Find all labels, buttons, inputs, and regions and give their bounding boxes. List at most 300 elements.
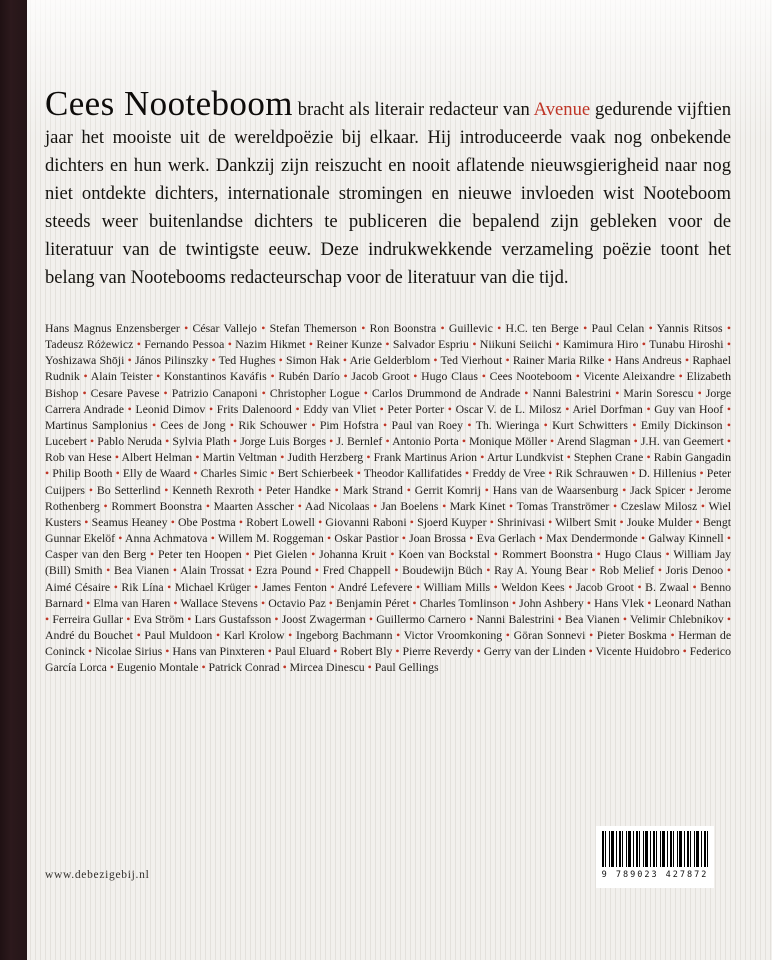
bullet-separator: • — [169, 563, 181, 578]
bullet-separator: • — [638, 337, 650, 352]
poet-name: Fernando Pessoa — [144, 337, 225, 352]
bullet-separator: • — [45, 611, 53, 626]
bullet-separator: • — [628, 466, 639, 481]
poet-name: Artur Lundkvist — [486, 450, 564, 465]
bullet-separator: • — [444, 401, 456, 416]
bullet-separator: • — [539, 417, 553, 432]
bullet-separator: • — [256, 321, 270, 335]
poet-name: Gerry van der Linden — [483, 644, 586, 659]
poet-name: Rubén Darío — [278, 369, 340, 384]
bullet-separator: • — [159, 385, 172, 400]
poet-name: Bert Schierbeek — [277, 466, 354, 481]
poet-name: Eugenio Montale — [116, 660, 199, 675]
author-name: Cees Nooteboom — [45, 84, 293, 123]
poet-name: Hugo Claus — [421, 369, 478, 384]
poet-name: Martin Veltman — [202, 450, 278, 465]
bullet-separator: • — [390, 563, 403, 578]
poet-name: Bengt Gunnar Ekelöf — [45, 514, 732, 546]
poet-name: Aimé Césaire — [45, 579, 111, 594]
poet-name: Anna Achmatova — [124, 531, 208, 546]
poet-name: Robert Lowell — [246, 514, 315, 529]
poet-name: Patrick Conrad — [208, 660, 280, 675]
bullet-separator: • — [78, 385, 91, 400]
bullet-separator: • — [364, 660, 375, 675]
poet-name: Charles Tomlinson — [419, 595, 509, 610]
poet-name: Niikuni Seiichi — [479, 337, 553, 352]
poet-name: Charles Simic — [200, 466, 268, 481]
bullet-separator: • — [291, 401, 304, 416]
bullet-separator: • — [111, 450, 122, 465]
bullet-separator: • — [326, 579, 338, 594]
poet-name: Wallace Stevens — [180, 595, 258, 610]
poet-name: Eva Gerlach — [476, 531, 536, 546]
bullet-separator: • — [611, 385, 624, 400]
poet-name: Obe Postma — [178, 514, 236, 529]
poet-name: Jan Boelens — [380, 498, 439, 513]
bullet-separator: • — [279, 660, 290, 675]
bullet-separator: • — [339, 369, 352, 384]
poet-name: Ariel Dorfman — [572, 401, 643, 416]
bullet-separator: • — [412, 579, 424, 594]
poet-name: Vicente Huidobro — [595, 644, 680, 659]
poet-name: Max Dendermonde — [546, 531, 638, 546]
poet-name: Leonid Dimov — [135, 401, 206, 416]
bullet-separator: • — [257, 595, 269, 610]
bullet-separator: • — [307, 417, 320, 432]
bullet-separator: • — [241, 547, 254, 562]
poet-name: Weldon Kees — [501, 579, 565, 594]
bullet-separator: • — [86, 434, 98, 449]
poet-name: Karl Krolow — [223, 627, 285, 642]
poet-name: Rob Melief — [599, 563, 655, 578]
poet-name: Paul Eluard — [274, 644, 331, 659]
poet-name: Kurt Schwitters — [552, 417, 628, 432]
bullet-separator: • — [619, 611, 631, 626]
bullet-separator: • — [643, 450, 654, 465]
bullet-separator: • — [83, 595, 94, 610]
bullet-separator: • — [722, 321, 732, 335]
poet-name: Jacob Groot — [351, 369, 410, 384]
bullet-separator: • — [314, 514, 326, 529]
bullet-separator: • — [473, 644, 484, 659]
poet-name: André Lefevere — [337, 579, 413, 594]
poet-name: William Mills — [423, 579, 491, 594]
bullet-separator: • — [378, 417, 392, 432]
bullet-separator: • — [124, 401, 136, 416]
bullet-separator: • — [502, 353, 513, 368]
bullet-separator: • — [666, 627, 679, 642]
bullet-separator: • — [685, 482, 697, 497]
poet-name: Christopher Logue — [269, 385, 360, 400]
bullet-separator: • — [224, 337, 236, 352]
bullet-separator: • — [382, 434, 393, 449]
bullet-separator: • — [207, 531, 218, 546]
bullet-separator: • — [466, 531, 477, 546]
poet-name: Mircea Dinescu — [289, 660, 365, 675]
bullet-separator: • — [564, 579, 576, 594]
bullet-separator: • — [723, 434, 731, 449]
bullet-separator: • — [115, 531, 125, 546]
bullet-separator: • — [79, 369, 91, 384]
poet-name: Oskar Pastior — [334, 531, 399, 546]
poet-name: Peter Handke — [265, 482, 331, 497]
bullet-separator: • — [112, 466, 123, 481]
poet-name: Rik Schouwer — [238, 417, 307, 432]
bullet-separator: • — [254, 482, 266, 497]
poet-name: Jouke Mulder — [626, 514, 693, 529]
bullet-separator: • — [592, 547, 605, 562]
poet-name: Joost Zwagerman — [281, 611, 366, 626]
poet-name: Boudewijn Büch — [402, 563, 483, 578]
poet-name: János Pilinszky — [134, 353, 209, 368]
intro-body: gedurende vijftien jaar het mooiste uit de wereldpoëzie bij elkaar. Hij introduceerde vaak nog onbekende dichters en hun werk. Dankzij zijn reiszucht en nooit aflatende nieuwsgierigheid naar nog niet ontdekte dichters, internationale stromingen en nieuwe invloeden wist Nooteboom steeds weer buitenlandse dichters te publiceren die bepalend zijn gebleken voor de literatuur van de twintigste eeuw. Deze indrukwekkende verzameling poëzie toont het belang van Nootebooms redacteurschap voor de literatuur van die tijd. — [45, 99, 731, 288]
poet-name: Hans van Pinxteren — [172, 644, 265, 659]
poet-name: Vicente Aleixandre — [583, 369, 675, 384]
poet-name: Arie Gelderblom — [349, 353, 431, 368]
poet-name: Hans van de Waarsenburg — [492, 482, 619, 497]
bullet-separator: • — [110, 579, 122, 594]
bullet-separator: • — [160, 482, 173, 497]
bullet-separator: • — [544, 514, 556, 529]
poet-name: Th. Wieringa — [475, 417, 540, 432]
poet-name: Michael Krüger — [174, 579, 251, 594]
poet-name: Patrizio Canaponi — [171, 385, 258, 400]
bullet-separator: • — [627, 417, 641, 432]
poet-name: Elizabeth Bishop — [45, 369, 732, 400]
poet-name: Hans Magnus Enzensberger — [45, 321, 180, 335]
bullet-separator: • — [192, 450, 203, 465]
poet-name: Alain Teister — [90, 369, 153, 384]
poet-name: J. Bernlef — [336, 434, 383, 449]
poet-name: Guillermo Carnero — [376, 611, 466, 626]
bullet-separator: • — [365, 611, 377, 626]
bullet-separator: • — [250, 579, 262, 594]
bullet-separator: • — [311, 563, 323, 578]
bullet-separator: • — [369, 498, 381, 513]
poet-name: Peter Cuijpers — [45, 466, 732, 497]
poet-name: Lars Gustafsson — [194, 611, 272, 626]
poet-name: Ingeborg Bachmann — [295, 627, 393, 642]
bullet-separator: • — [679, 644, 690, 659]
bullet-separator: • — [477, 369, 490, 384]
poet-name: Sylvia Plath — [172, 434, 230, 449]
bullet-separator: • — [235, 514, 247, 529]
poet-name: D. Hillenius — [638, 466, 697, 481]
poet-name: Gerrit Komrij — [414, 482, 481, 497]
bullet-separator: • — [674, 369, 687, 384]
bullet-separator: • — [583, 595, 595, 610]
bullet-separator: • — [208, 353, 219, 368]
poet-name: Leonard Nathan — [654, 595, 731, 610]
bullet-separator: • — [723, 563, 732, 578]
poet-name: Paul van Roey — [391, 417, 464, 432]
poet-name: Velimir Chlebnikov — [630, 611, 724, 626]
poet-name: Giovanni Raboni — [325, 514, 407, 529]
intro-paragraph — [45, 86, 731, 292]
poet-name: Emily Dickinson — [640, 417, 723, 432]
poet-name: Raphael Rudnik — [45, 353, 731, 384]
poet-name: Ferreira Gullar — [52, 611, 124, 626]
poet-name: Hans Andreus — [614, 353, 682, 368]
bullet-separator: • — [99, 498, 112, 513]
poet-name: Pim Hofstra — [319, 417, 379, 432]
poets-list — [45, 320, 731, 675]
poet-name: Peter ten Hoopen — [157, 547, 242, 562]
bullet-separator: • — [492, 321, 506, 335]
bullet-separator: • — [275, 353, 286, 368]
bullet-separator: • — [723, 611, 732, 626]
bullet-separator: • — [271, 611, 282, 626]
poet-name: Joan Brossa — [409, 531, 467, 546]
bullet-separator: • — [406, 514, 418, 529]
bullet-separator: • — [477, 450, 487, 465]
bullet-separator: • — [323, 531, 335, 546]
bullet-separator: • — [305, 337, 317, 352]
magazine-name: Avenue — [533, 99, 591, 120]
poet-name: Bea Vianen — [114, 563, 170, 578]
poet-name: Freddy de Vree — [472, 466, 546, 481]
bullet-separator: • — [84, 644, 96, 659]
poet-name: Antonio Porta — [392, 434, 459, 449]
poet-name: Frits Dalenoord — [216, 401, 292, 416]
bullet-separator: • — [554, 611, 565, 626]
poet-name: Cees Nooteboom — [489, 369, 572, 384]
bullet-separator: • — [490, 579, 502, 594]
bullet-separator: • — [644, 595, 655, 610]
bullet-separator: • — [146, 547, 158, 562]
poet-name: Kamimura Hiro — [562, 337, 639, 352]
bullet-separator: • — [45, 466, 53, 481]
bullet-separator: • — [482, 563, 495, 578]
poet-name: Sjoerd Kuyper — [417, 514, 487, 529]
bullet-separator: • — [84, 482, 97, 497]
bullet-separator: • — [616, 514, 627, 529]
poet-name: Bea Vianen — [564, 611, 620, 626]
bullet-separator: • — [325, 434, 337, 449]
poet-name: Joris Denoo — [665, 563, 724, 578]
poet-name: Robert Bly — [340, 644, 393, 659]
bullet-separator: • — [307, 547, 320, 562]
poet-name: Stefan Themerson — [269, 321, 357, 335]
poet-name: Ray A. Young Bear — [494, 563, 588, 578]
website-url: www.debezigebij.nl — [45, 869, 150, 881]
poet-name: Yannis Ritsos — [656, 321, 723, 335]
poet-name: Hans Vlek — [594, 595, 645, 610]
bullet-separator: • — [637, 531, 649, 546]
bullet-separator: • — [697, 498, 709, 513]
poet-name: Rik Lína — [121, 579, 164, 594]
bullet-separator: • — [463, 417, 476, 432]
bullet-separator: • — [277, 450, 288, 465]
poet-name: Maarten Asscher — [213, 498, 295, 513]
poet-name: B. Zwaal — [645, 579, 689, 594]
poet-name: Simon Hak — [286, 353, 340, 368]
poet-name: J.H. van Geemert — [640, 434, 724, 449]
poet-name: Nazim Hikmet — [235, 337, 306, 352]
poet-name: Benno Barnard — [45, 579, 732, 610]
bullet-separator: • — [489, 547, 502, 562]
poet-name: Ted Hughes — [218, 353, 276, 368]
bullet-separator: • — [375, 401, 388, 416]
poet-name: Elma van Haren — [93, 595, 171, 610]
poet-name: H.C. ten Berge — [505, 321, 579, 335]
poet-name: Mark Strand — [342, 482, 403, 497]
bullet-separator: • — [618, 482, 631, 497]
poet-name: Rob van Hese — [45, 450, 112, 465]
poet-name: Ted Vierhout — [440, 353, 503, 368]
poet-name: Carlos Drummond de Andrade — [371, 385, 521, 400]
poet-name: Rommert Boonstra — [111, 498, 203, 513]
bullet-separator: • — [465, 611, 477, 626]
bullet-separator: • — [402, 482, 415, 497]
bullet-separator: • — [630, 434, 641, 449]
bullet-separator: • — [244, 563, 256, 578]
bullet-separator: • — [571, 369, 584, 384]
bullet-separator: • — [561, 401, 573, 416]
poet-name: Mark Kinet — [449, 498, 506, 513]
poet-name: Willem M. Roggeman — [217, 531, 324, 546]
bullet-separator: • — [587, 563, 600, 578]
poet-name: Federico García Lorca — [45, 644, 732, 675]
poet-name: Pieter Boskma — [596, 627, 667, 642]
bullet-separator: • — [578, 321, 592, 335]
bullet-separator: • — [585, 644, 596, 659]
bullet-separator: • — [722, 417, 731, 432]
bullet-separator: • — [147, 417, 161, 432]
poet-name: Rommert Boonstra — [501, 547, 593, 562]
bullet-separator: • — [545, 466, 556, 481]
poet-name: Wilbert Smit — [555, 514, 617, 529]
bullet-separator: • — [294, 498, 305, 513]
poet-name: Bo Setterlind — [96, 482, 161, 497]
bullet-separator: • — [644, 321, 657, 335]
poet-name: Piet Gielen — [253, 547, 308, 562]
poet-name: Rainer Maria Rilke — [512, 353, 605, 368]
bullet-separator: • — [480, 482, 493, 497]
bullet-separator: • — [654, 563, 666, 578]
bullet-separator: • — [436, 321, 449, 335]
bullet-separator: • — [184, 611, 195, 626]
poet-name: Göran Sonnevi — [513, 627, 586, 642]
bullet-separator: • — [381, 337, 393, 352]
bullet-separator: • — [585, 627, 597, 642]
bullet-separator: • — [486, 514, 498, 529]
poet-name: Oscar V. de L. Milosz — [455, 401, 562, 416]
bullet-separator: • — [689, 579, 701, 594]
poet-name: Herman de Coninck — [45, 627, 732, 659]
bullet-separator: • — [723, 531, 731, 546]
bullet-separator: • — [359, 385, 372, 400]
poet-name: Albert Helman — [121, 450, 193, 465]
poet-name: Nanni Balestrini — [476, 611, 555, 626]
bullet-separator: • — [170, 595, 181, 610]
bullet-separator: • — [438, 498, 450, 513]
bullet-separator: • — [692, 514, 703, 529]
poet-name: Tunabu Hiroshi — [649, 337, 724, 352]
bullet-separator: • — [81, 514, 92, 529]
poet-name: Benjamin Péret — [336, 595, 410, 610]
bullet-separator: • — [132, 627, 145, 642]
bullet-separator: • — [179, 321, 193, 335]
poet-name: Ron Boonstra — [369, 321, 437, 335]
intro-lead: bracht als literair redacteur van — [292, 99, 534, 120]
bullet-separator: • — [681, 353, 693, 368]
bullet-separator: • — [409, 369, 422, 384]
bullet-separator: • — [102, 563, 115, 578]
bullet-separator: • — [696, 466, 707, 481]
poet-name: Pablo Neruda — [97, 434, 162, 449]
bullet-separator: • — [284, 627, 296, 642]
bullet-separator: • — [167, 514, 179, 529]
poet-name: Jack Spicer — [630, 482, 686, 497]
poet-name: Judith Herzberg — [287, 450, 364, 465]
bullet-separator: • — [430, 353, 441, 368]
barcode-number: 9 789023 427872 — [601, 870, 709, 880]
bullet-separator: • — [723, 401, 731, 416]
bullet-separator: • — [386, 547, 399, 562]
poet-name: Octavio Paz — [268, 595, 326, 610]
poet-name: Galway Kinnell — [648, 531, 724, 546]
bullet-separator: • — [458, 434, 470, 449]
poet-name: Theodor Kallifatides — [363, 466, 462, 481]
poet-name: Eddy van Vliet — [303, 401, 376, 416]
bullet-separator: • — [552, 337, 563, 352]
poet-name: Reiner Kunze — [316, 337, 382, 352]
bullet-separator: • — [229, 434, 241, 449]
bullet-separator: • — [330, 482, 343, 497]
bullet-separator: • — [502, 627, 514, 642]
cover-content — [45, 0, 731, 675]
poet-name: Philip Booth — [52, 466, 113, 481]
bullet-separator: • — [339, 353, 350, 368]
poet-name: Victor Vroomkoning — [403, 627, 503, 642]
bullet-separator: • — [330, 644, 341, 659]
poet-name: Shrinivasi — [497, 514, 545, 529]
poet-name: Czeslaw Milosz — [620, 498, 698, 513]
poet-name: John Ashbery — [519, 595, 584, 610]
poet-name: Tadeusz Różewicz — [45, 337, 134, 352]
bullet-separator: • — [225, 417, 239, 432]
poet-name: Jerome Rothenberg — [45, 482, 732, 513]
bullet-separator: • — [124, 353, 135, 368]
bullet-separator: • — [162, 644, 173, 659]
poet-name: Rabin Gangadin — [653, 450, 731, 465]
poet-name: William Jay (Bill) Smith — [45, 547, 732, 578]
barcode-bars-icon — [602, 831, 708, 867]
poet-name: Fred Chappell — [322, 563, 391, 578]
poet-name: Ezra Pound — [255, 563, 312, 578]
poet-name: Paul Gellings — [374, 660, 439, 675]
book-spine — [0, 0, 27, 960]
poet-name: Konstantinos Kaváfis — [164, 369, 267, 384]
poet-name: Paul Celan — [591, 321, 645, 335]
bullet-separator: • — [266, 369, 279, 384]
poet-name: Monique Möller — [469, 434, 547, 449]
poet-name: Salvador Espriu — [392, 337, 469, 352]
poet-name: Eva Ström — [133, 611, 185, 626]
poet-name: Cees de Jong — [160, 417, 226, 432]
poet-name: Kenneth Rexroth — [172, 482, 255, 497]
poet-name: Arend Slagman — [556, 434, 631, 449]
poet-name: Paul Muldoon — [144, 627, 213, 642]
poet-name: Marin Sorescu — [623, 385, 694, 400]
bullet-separator: • — [202, 498, 214, 513]
poet-name: Casper van den Berg — [45, 547, 147, 562]
poet-name: Cesare Pavese — [90, 385, 160, 400]
bullet-separator: • — [609, 498, 621, 513]
poet-name: Johanna Kruit — [319, 547, 387, 562]
poet-name: Nicolae Sirius — [95, 644, 163, 659]
